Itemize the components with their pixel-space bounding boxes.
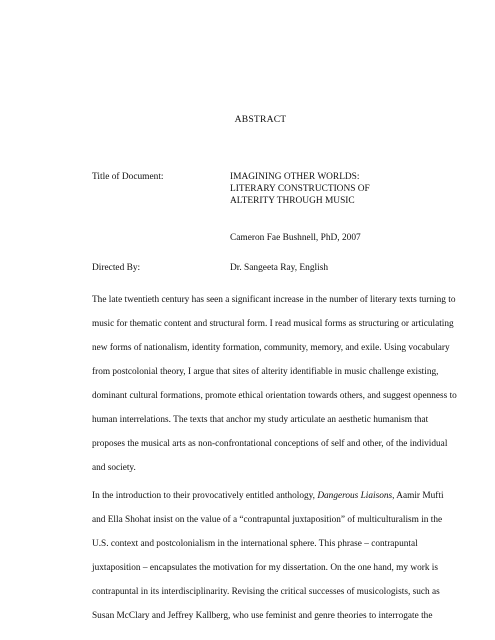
text-run: In the introduction to their provocatively entitled anthology,	[92, 491, 318, 501]
paragraph-line: proposes the musical arts as non-confrontational conceptions of self and other, of the individual	[92, 439, 448, 449]
paragraph-line: contrapuntal in its interdisciplinarity. Revising the critical successes of musicologists, such as	[92, 587, 440, 597]
title-line: IMAGINING OTHER WORLDS:	[230, 172, 360, 182]
author-line: Cameron Fae Bushnell, PhD, 2007	[230, 233, 361, 243]
paragraph-line: Susan McClary and Jeffrey Kallberg, who use feminist and genre theories to interrogate the	[92, 611, 433, 621]
title-line: ALTERITY THROUGH MUSIC	[230, 196, 355, 206]
paragraph-line: juxtaposition – encapsulates the motivation for my dissertation. On the one hand, my work is	[92, 563, 438, 573]
paragraph-line: from postcolonial theory, I argue that sites of alterity identifiable in music challenge existing,	[92, 367, 439, 377]
paragraph-line: The late twentieth century has seen a significant increase in the number of literary texts turning to	[92, 295, 456, 305]
paragraph-line: and society.	[92, 463, 136, 473]
abstract-heading: ABSTRACT	[234, 114, 287, 125]
director-label: Directed By:	[92, 263, 141, 273]
paragraph-line	[92, 491, 444, 501]
paragraph-line: and Ella Shohat insist on the value of a “contrapuntal juxtaposition” of multiculturalism in the	[92, 515, 443, 525]
title-label: Title of Document:	[92, 172, 164, 182]
paragraph-line: dominant cultural formations, promote ethical orientation towards others, and suggest openness to	[92, 391, 457, 401]
document-title	[230, 171, 370, 207]
title-line: LITERARY CONSTRUCTIONS OF	[230, 184, 370, 194]
paragraph-line: new forms of nationalism, identity formation, community, memory, and exile. Using vocabulary	[92, 343, 450, 353]
paragraph-line: human interrelations. The texts that anchor my study articulate an aesthetic humanism that	[92, 415, 429, 425]
paragraph-line: music for thematic content and structural form. I read musical forms as structuring or articulating	[92, 319, 454, 329]
text-run: , Aamir Mufti	[392, 491, 444, 501]
anthology-title: Dangerous Liaisons	[317, 491, 393, 501]
paragraph-line: U.S. context and postcolonialism in the international sphere. This phrase – contrapuntal	[92, 539, 418, 549]
director-value: Dr. Sangeeta Ray, English	[230, 263, 329, 273]
